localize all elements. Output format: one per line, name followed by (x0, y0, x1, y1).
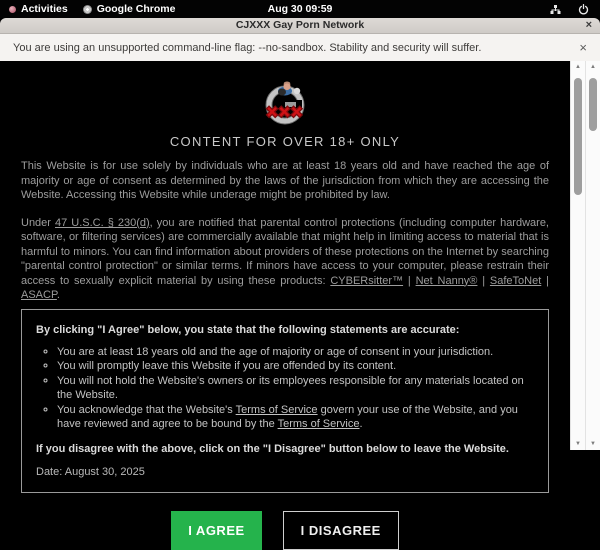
asacp-link[interactable]: ASACP (21, 289, 57, 301)
list-item (57, 359, 534, 374)
site-logo (262, 80, 308, 126)
statement-text: You will not hold the Website's owners or its employees responsible for any materials located on the Website. (57, 374, 524, 401)
usc-230d-link[interactable]: 47 U.S.C. § 230(d) (55, 216, 150, 229)
statement-text: You acknowledge that the Website's (57, 403, 236, 416)
window-titlebar (0, 18, 600, 34)
statement-text: You are at least 18 years old and the age of majority or age of consent in your jurisdiction. (57, 345, 494, 358)
consent-buttons (21, 511, 549, 550)
intro-paragraph: This Website is for use solely by individuals who are at least 18 years old and have reached the age of majority or age of consent as determined by the laws of the jurisdiction from which they are accessing the Website. Accessing this Website while underage might be prohibited by law. (21, 160, 549, 201)
list-item (57, 403, 534, 432)
statement-text: You will promptly leave this Website if you are offended by its content. (57, 360, 397, 372)
agreement-date: Date: August 30, 2025 (36, 465, 145, 478)
network-icon[interactable] (550, 4, 561, 15)
link-separator: | (403, 274, 416, 287)
agreement-statements (36, 345, 534, 432)
parental-controls-paragraph (21, 216, 549, 303)
chrome-icon (83, 5, 92, 14)
inner-scrollbar[interactable] (570, 61, 585, 450)
statement-text: . (359, 418, 363, 430)
activities-dot-icon (9, 6, 16, 13)
activities-label: Activities (21, 3, 68, 15)
list-item (57, 374, 534, 403)
inner-scrollbar-thumb[interactable] (574, 78, 582, 195)
age-gate-page (0, 61, 570, 538)
agreement-intro: By clicking "I Agree" below, you state that the following statements are accurate: (36, 323, 460, 336)
gnome-top-bar (0, 0, 600, 18)
statement-text: govern your use of the Website, and you have reviewed and agree to be bound by the (57, 403, 518, 430)
page-title: CONTENT FOR OVER 18+ ONLY (169, 134, 401, 149)
disagree-note: If you disagree with the above, click on the "I Disagree" button below to leave the Website. (36, 442, 509, 455)
chrome-infobar (0, 34, 600, 61)
activities-button[interactable] (9, 3, 68, 15)
link-separator: | (477, 274, 490, 287)
para2-text: , you are notified that parental control protections (including computer hardware, software, or filtering services) are commercially available that might help in limiting access to material that is harmful to minors. You can find information about providers of these protections on the Internet by searching "parental control protection" or similar terms. If minors have access to your computer, please restrain their access to sexually explicit material by using these products: (21, 216, 549, 287)
scroll-down-icon[interactable]: ▼ (575, 441, 581, 447)
power-icon[interactable] (578, 4, 589, 15)
clock[interactable]: Aug 30 09:59 (267, 3, 333, 15)
svg-text:✖✖✖: ✖✖✖ (265, 103, 302, 122)
scroll-up-icon[interactable]: ▲ (575, 64, 581, 70)
para2-text: Under (21, 216, 55, 229)
window-title: CJXXX Gay Porn Network (235, 19, 365, 31)
disagree-button[interactable]: I DISAGREE (283, 511, 399, 550)
netnanny-link[interactable]: Net Nanny® (415, 274, 478, 287)
scroll-down-icon[interactable]: ▼ (590, 441, 596, 447)
terms-of-service-link[interactable]: Terms of Service (235, 403, 318, 416)
infobar-close-icon[interactable]: × (579, 40, 587, 55)
list-item (57, 345, 534, 360)
para2-text: . (56, 289, 60, 301)
outer-scrollbar[interactable] (585, 61, 600, 450)
safetonet-link[interactable]: SafeToNet (489, 274, 542, 287)
scroll-up-icon[interactable]: ▲ (590, 64, 596, 70)
window-close-icon[interactable]: × (585, 19, 592, 31)
app-menu-label: Google Chrome (96, 3, 176, 15)
agree-button[interactable]: I AGREE (171, 511, 261, 550)
app-menu-google-chrome[interactable] (83, 3, 176, 15)
terms-of-service-link[interactable]: Terms of Service (277, 418, 360, 430)
cybersitter-link[interactable]: CYBERsitter™ (330, 274, 404, 287)
outer-scrollbar-thumb[interactable] (589, 78, 597, 131)
infobar-message: You are using an unsupported command-line flag: --no-sandbox. Stability and security will suffer. (13, 41, 482, 54)
link-separator: | (541, 274, 549, 287)
agreement-box (21, 309, 549, 493)
